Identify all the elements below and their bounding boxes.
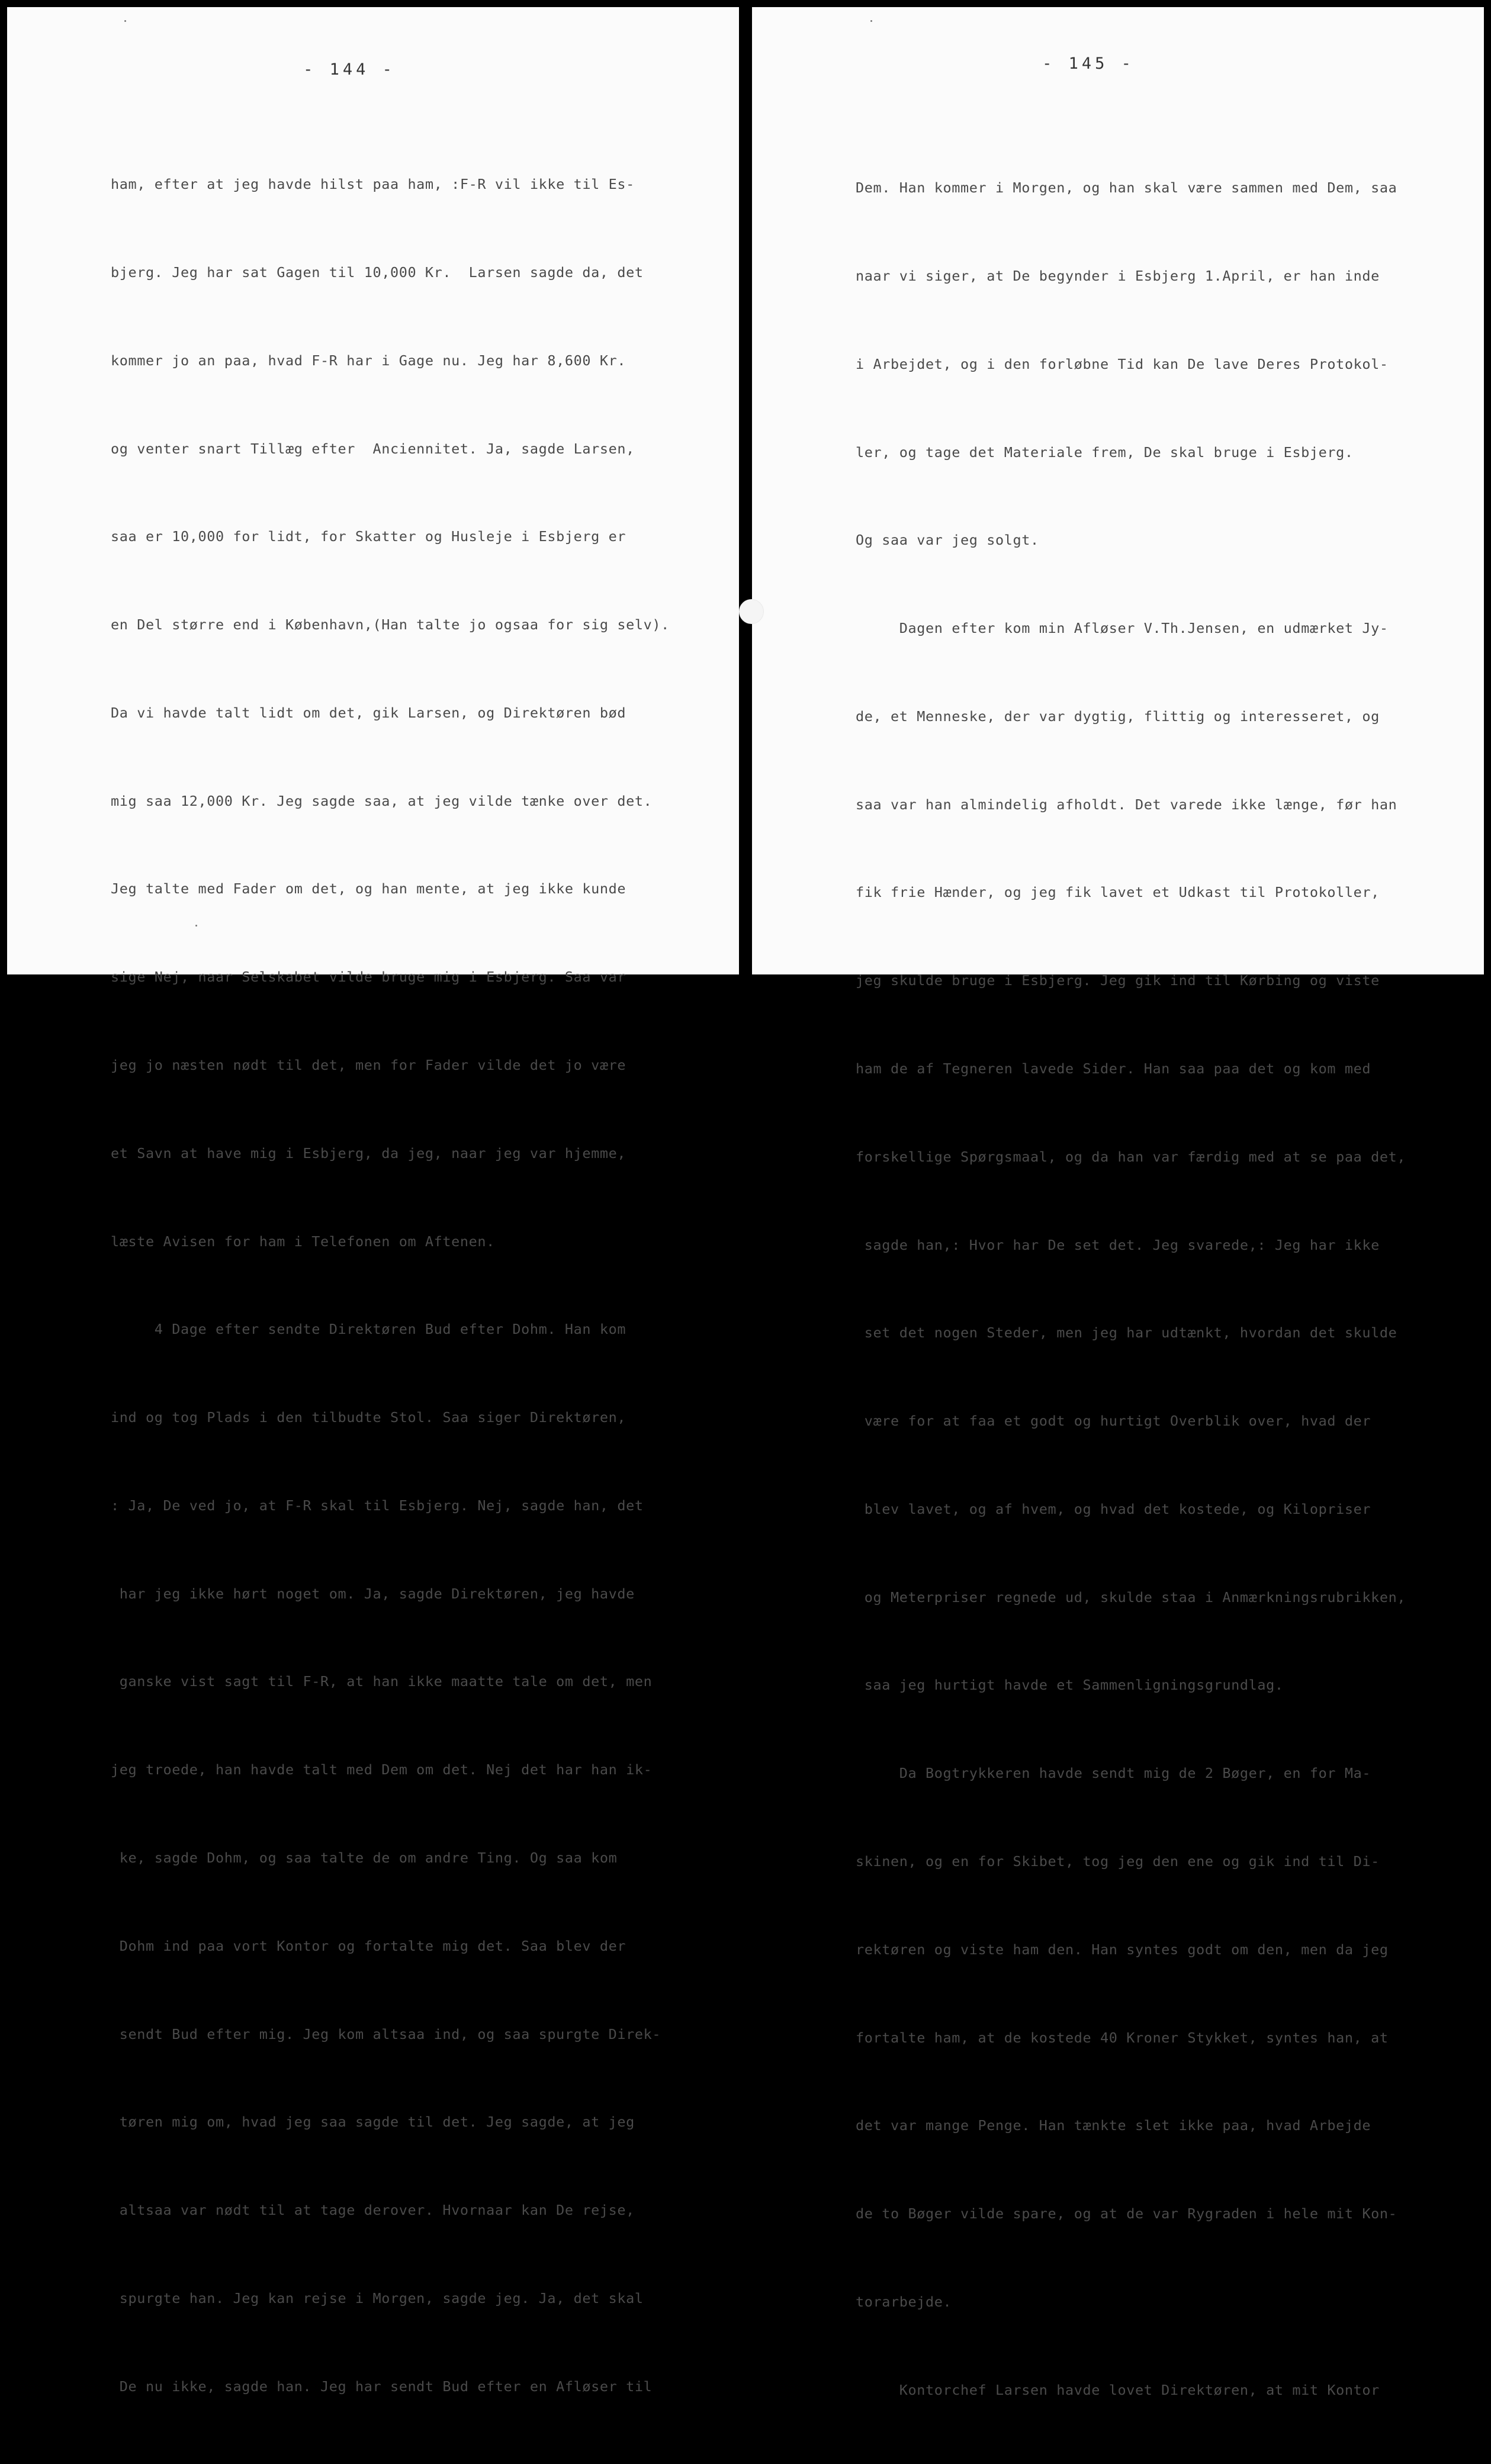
text-line: : Ja, De ved jo, at F-R skal til Esbjerg. Nej, sagde han, det [111, 1497, 644, 1514]
text-line: Dem. Han kommer i Morgen, og han skal være sammen med Dem, saa [856, 179, 1397, 197]
text-line: jeg troede, han havde talt med Dem om det. Nej det har han ik- [111, 1761, 653, 1778]
text-line: torarbejde. [856, 2293, 952, 2310]
text-line: og venter snart Tillæg efter Anciennitet. Ja, sagde Larsen, [111, 440, 635, 457]
left-page [7, 7, 739, 2395]
text-line: læste Avisen for ham i Telefonen om Aftenen. [111, 1233, 495, 1250]
text-line: i Arbejdet, og i den forløbne Tid kan De lave Deres Protokol- [856, 355, 1389, 372]
text-line: set det nogen Steder, men jeg har udtænkt, hvordan det skulde [856, 1324, 1397, 1342]
text-line: rektøren og viste ham den. Han syntes godt om den, men da jeg [856, 1941, 1389, 1958]
text-line: De nu ikke, sagde han. Jeg har sendt Bud efter en Afløser til [111, 2378, 653, 2395]
text-line: fik frie Hænder, og jeg fik lavet et Udkast til Protokoller, [856, 884, 1380, 901]
text-line: blev lavet, og af hvem, og hvad det kostede, og Kilopriser [856, 1500, 1371, 1517]
text-line: en Del større end i København,(Han talte jo ogsaa for sig selv). [111, 616, 670, 633]
punch-hole [739, 599, 764, 624]
text-line: saa er 10,000 for lidt, for Skatter og Husleje i Esbjerg er [111, 528, 626, 545]
text-line: det var mange Penge. Han tænkte slet ikke paa, hvad Arbejde [856, 2117, 1371, 2134]
text-line: ganske vist sagt til F-R, at han ikke maatte tale om det, men [111, 1673, 653, 1690]
text-line: kommer jo an paa, hvad F-R har i Gage nu. Jeg har 8,600 Kr. [111, 352, 626, 369]
text-line: bjerg. Jeg har sat Gagen til 10,000 Kr. Larsen sagde da, det [111, 263, 644, 281]
text-line: ham de af Tegneren lavede Sider. Han saa paa det og kom med [856, 1060, 1371, 1077]
text-line: et Savn at have mig i Esbjerg, da jeg, naar jeg var hjemme, [111, 1144, 626, 1162]
text-line: har jeg ikke hørt noget om. Ja, sagde Direktøren, jeg havde [111, 1585, 635, 1602]
speck [870, 20, 872, 22]
text-line: ke, sagde Dohm, og saa talte de om andre Ting. Og saa kom [111, 1849, 618, 1867]
text-line: Og saa var jeg solgt. [856, 532, 1039, 549]
speck [124, 20, 126, 22]
page-number: - 144 - [303, 60, 396, 79]
text-line: ham, efter at jeg havde hilst paa ham, :F-R vil ikke til Es- [111, 176, 635, 193]
text-line: Jeg talte med Fader om det, og han mente, at jeg ikke kunde [111, 880, 626, 898]
text-line: Da Bogtrykkeren havde sendt mig de 2 Bøger, en for Ma- [856, 1765, 1371, 1782]
text-line: jeg jo næsten nødt til det, men for Fader vilde det jo være [111, 1057, 626, 1073]
text-line: fortalte ham, at de kostede 40 Kroner Stykket, syntes han, at [856, 2029, 1389, 2046]
page-body [856, 115, 1406, 2464]
text-line: skinen, og en for Skibet, tog jeg den ene og gik ind til Di- [856, 1853, 1380, 1870]
text-line: altsaa var nødt til at tage derover. Hvornaar kan De rejse, [111, 2202, 635, 2219]
page-body [111, 111, 670, 2460]
text-line: 4 Dage efter sendte Direktøren Bud efter Dohm. Han kom [111, 1321, 626, 1338]
text-line: saa var han almindelig afholdt. Det varede ikke længe, før han [856, 796, 1397, 813]
text-line: ler, og tage det Materiale frem, De skal bruge i Esbjerg. [856, 443, 1354, 461]
text-line: saa jeg hurtigt havde et Sammenligningsgrundlag. [856, 1677, 1284, 1694]
text-line: ind og tog Plads i den tilbudte Stol. Saa siger Direktøren, [111, 1409, 626, 1426]
text-line: sige Nej, naar Selskabet vilde bruge mig i Esbjerg. Saa var [111, 969, 626, 986]
text-line: tøren mig om, hvad jeg saa sagde til det. Jeg sagde, at jeg [111, 2114, 635, 2131]
text-line: sagde han,: Hvor har De set det. Jeg svarede,: Jeg har ikke [856, 1236, 1380, 1253]
text-line: Da vi havde talt lidt om det, gik Larsen, og Direktøren bød [111, 704, 626, 721]
page-number: - 145 - [1042, 54, 1135, 73]
text-line: være for at faa et godt og hurtigt Overblik over, hvad der [856, 1413, 1371, 1430]
text-line: mig saa 12,000 Kr. Jeg sagde saa, at jeg vilde tænke over det. [111, 792, 653, 809]
text-line: naar vi siger, at De begynder i Esbjerg 1.April, er han inde [856, 267, 1380, 284]
text-line: Dagen efter kom min Afløser V.Th.Jensen, en udmærket Jy- [856, 620, 1389, 637]
text-line: Kontorchef Larsen havde lovet Direktøren, at mit Kontor [856, 2381, 1380, 2398]
text-line: sendt Bud efter mig. Jeg kom altsaa ind, og saa spurgte Direk- [111, 2025, 661, 2042]
text-line: de, et Menneske, der var dygtig, flittig og interesseret, og [856, 707, 1380, 725]
text-line: forskellige Spørgsmaal, og da han var færdig med at se paa det, [856, 1148, 1406, 1165]
text-line: og Meterpriser regnede ud, skulde staa i Anmærkningsrubrikken, [856, 1588, 1406, 1606]
right-page [752, 7, 1484, 2398]
text-line: jeg skulde bruge i Esbjerg. Jeg gik ind til Kørbing og viste [856, 972, 1380, 989]
text-line: spurgte han. Jeg kan rejse i Morgen, sagde jeg. Ja, det skal [111, 2289, 644, 2307]
text-line: Dohm ind paa vort Kontor og fortalte mig det. Saa blev der [111, 1937, 626, 1954]
text-line: de to Bøger vilde spare, og at de var Rygraden i hele mit Kon- [856, 2205, 1397, 2222]
